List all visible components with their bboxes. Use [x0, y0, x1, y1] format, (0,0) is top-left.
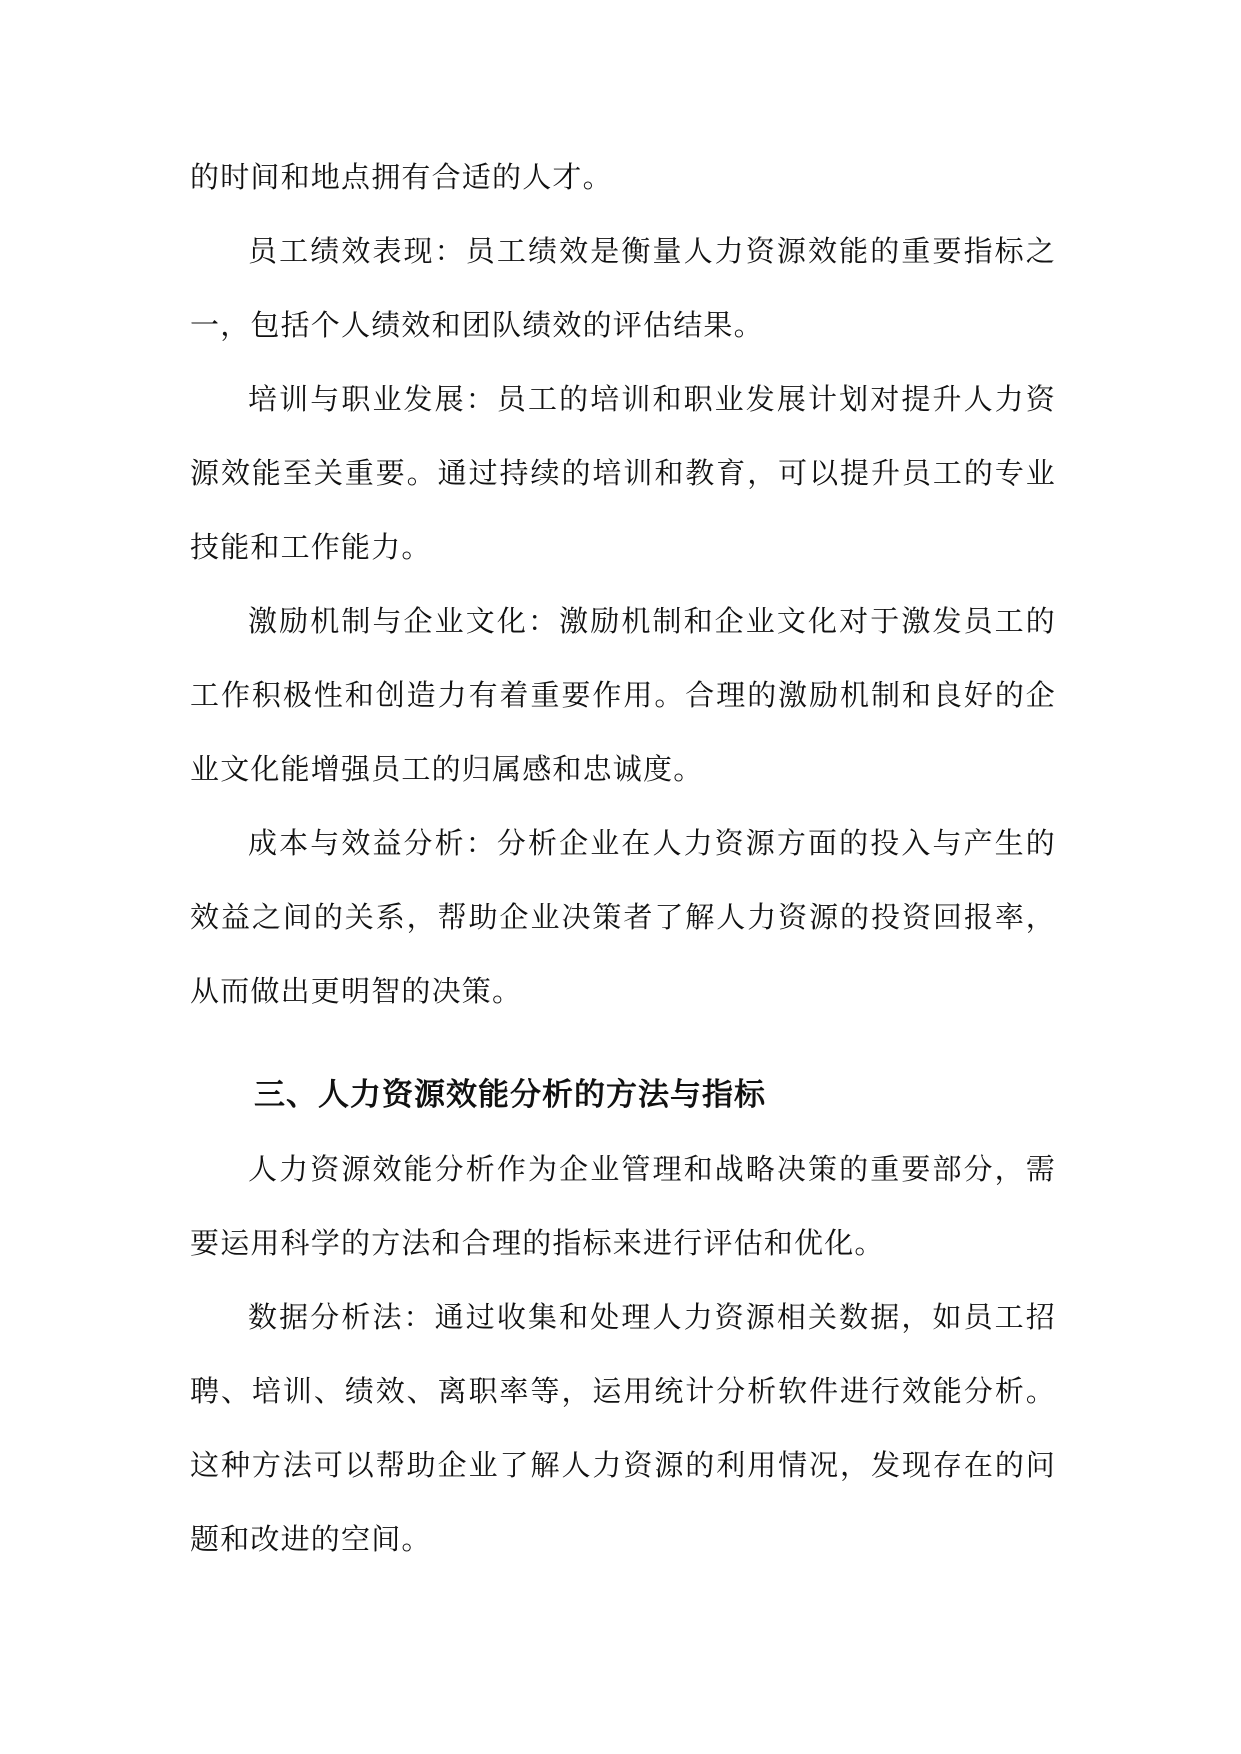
- paragraph-continuation: 的时间和地点拥有合适的人才。: [190, 160, 613, 194]
- paragraph-training-development: 培训与职业发展：员工的培训和职业发展计划对提升人力资源效能至关重要。通过持续的培训和教育，可以提升员工的专业技能和工作能力。: [190, 382, 1056, 564]
- paragraph-data-analysis: 数据分析法：通过收集和处理人力资源相关数据，如员工招聘、培训、绩效、离职率等，运用统计分析软件进行效能分析。这种方法可以帮助企业了解人力资源的利用情况，发现存在的问题和改进的空间。: [190, 1300, 1056, 1556]
- paragraph-section-intro: 人力资源效能分析作为企业管理和战略决策的重要部分，需要运用科学的方法和合理的指标来进行评估和优化。: [190, 1152, 1056, 1260]
- paragraph-employee-performance: 员工绩效表现：员工绩效是衡量人力资源效能的重要指标之一，包括个人绩效和团队绩效的评估结果。: [190, 234, 1056, 342]
- paragraph-incentive-culture: 激励机制与企业文化：激励机制和企业文化对于激发员工的工作积极性和创造力有着重要作用。合理的激励机制和良好的企业文化能增强员工的归属感和忠诚度。: [190, 604, 1056, 786]
- paragraph-cost-benefit: 成本与效益分析：分析企业在人力资源方面的投入与产生的效益之间的关系，帮助企业决策者了解人力资源的投资回报率，从而做出更明智的决策。: [190, 826, 1056, 1008]
- document-body: [190, 140, 1056, 1576]
- section-heading: 三、人力资源效能分析的方法与指标: [254, 1077, 766, 1113]
